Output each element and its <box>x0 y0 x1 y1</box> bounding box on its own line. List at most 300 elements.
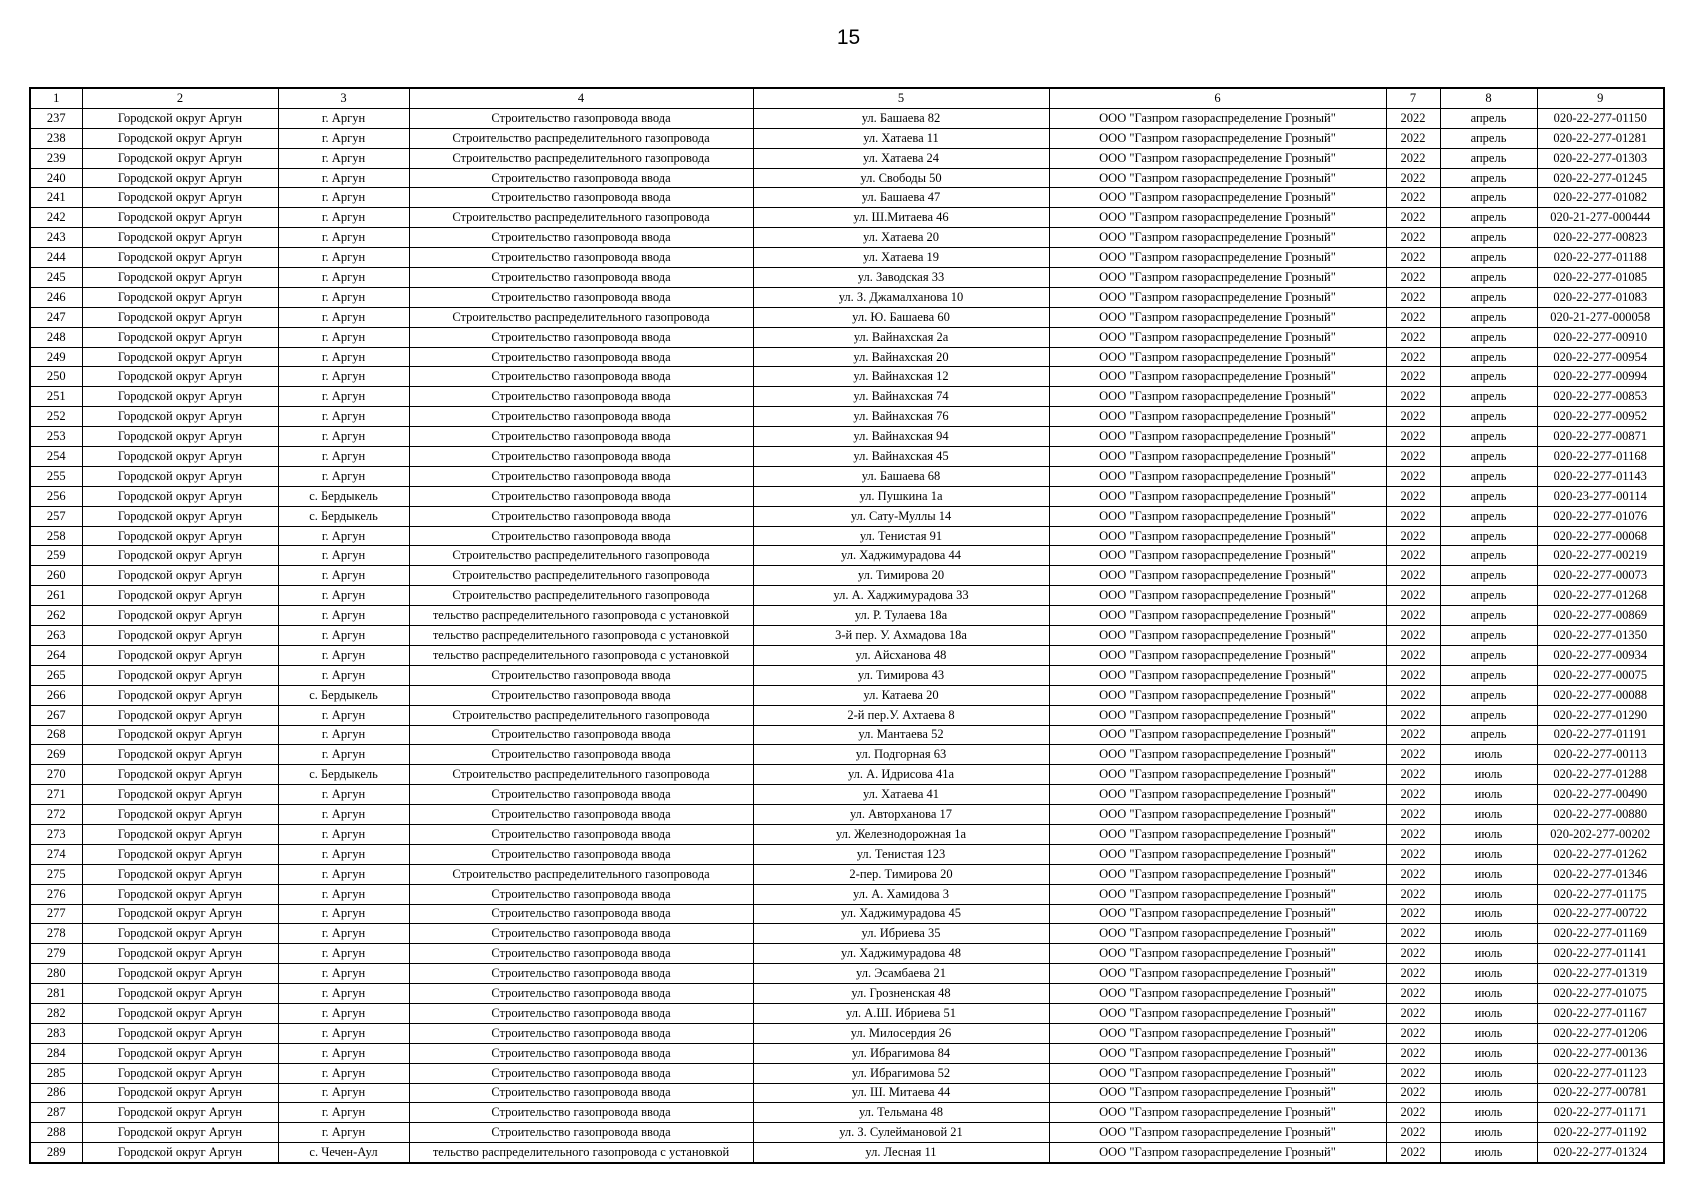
column-header: 3 <box>278 88 409 108</box>
cell-row-number: 287 <box>30 1103 82 1123</box>
cell-address: ул. Ибрагимова 52 <box>753 1063 1049 1083</box>
cell-month: апрель <box>1440 347 1537 367</box>
cell-year: 2022 <box>1386 546 1440 566</box>
cell-year: 2022 <box>1386 327 1440 347</box>
cell-code: 020-22-277-00869 <box>1537 606 1664 626</box>
cell-district: Городской округ Аргун <box>82 745 278 765</box>
table-row <box>30 168 1664 188</box>
cell-row-number: 282 <box>30 1003 82 1023</box>
cell-work-type: Строительство газопровода ввода <box>409 248 753 268</box>
cell-address: ул. Вайнахская 12 <box>753 367 1049 387</box>
cell-district: Городской округ Аргун <box>82 1023 278 1043</box>
cell-organization: ООО "Газпром газораспределение Грозный" <box>1049 984 1386 1004</box>
cell-row-number: 280 <box>30 964 82 984</box>
table-row <box>30 486 1664 506</box>
cell-work-type: Строительство газопровода ввода <box>409 228 753 248</box>
cell-address: ул. А. Идрисова 41а <box>753 765 1049 785</box>
cell-month: апрель <box>1440 526 1537 546</box>
table-row <box>30 526 1664 546</box>
cell-year: 2022 <box>1386 1103 1440 1123</box>
table-row <box>30 228 1664 248</box>
table-body <box>30 108 1664 1163</box>
cell-settlement: г. Аргун <box>278 626 409 646</box>
table-row <box>30 1143 1664 1163</box>
cell-month: апрель <box>1440 287 1537 307</box>
cell-year: 2022 <box>1386 407 1440 427</box>
table-row <box>30 307 1664 327</box>
cell-row-number: 276 <box>30 884 82 904</box>
cell-address: ул. Хатаева 41 <box>753 785 1049 805</box>
cell-district: Городской округ Аргун <box>82 645 278 665</box>
cell-work-type: Строительство газопровода ввода <box>409 486 753 506</box>
cell-district: Городской округ Аргун <box>82 486 278 506</box>
cell-address: ул. Авторханова 17 <box>753 805 1049 825</box>
cell-work-type: Строительство газопровода ввода <box>409 844 753 864</box>
cell-organization: ООО "Газпром газораспределение Грозный" <box>1049 466 1386 486</box>
cell-month: апрель <box>1440 387 1537 407</box>
cell-row-number: 286 <box>30 1083 82 1103</box>
table-row <box>30 765 1664 785</box>
cell-district: Городской округ Аргун <box>82 526 278 546</box>
cell-settlement: г. Аргун <box>278 904 409 924</box>
cell-row-number: 243 <box>30 228 82 248</box>
cell-row-number: 269 <box>30 745 82 765</box>
cell-month: июль <box>1440 1023 1537 1043</box>
cell-code: 020-22-277-01123 <box>1537 1063 1664 1083</box>
cell-code: 020-22-277-01171 <box>1537 1103 1664 1123</box>
cell-code: 020-22-277-00952 <box>1537 407 1664 427</box>
cell-row-number: 267 <box>30 705 82 725</box>
cell-code: 020-22-277-01083 <box>1537 287 1664 307</box>
cell-code: 020-22-277-00853 <box>1537 387 1664 407</box>
cell-settlement: г. Аргун <box>278 427 409 447</box>
cell-row-number: 249 <box>30 347 82 367</box>
cell-district: Городской округ Аргун <box>82 665 278 685</box>
cell-settlement: г. Аргун <box>278 606 409 626</box>
cell-code: 020-22-277-01268 <box>1537 586 1664 606</box>
cell-work-type: Строительство распределительного газопровода <box>409 148 753 168</box>
table-row <box>30 546 1664 566</box>
cell-organization: ООО "Газпром газораспределение Грозный" <box>1049 785 1386 805</box>
cell-settlement: г. Аргун <box>278 546 409 566</box>
cell-organization: ООО "Газпром газораспределение Грозный" <box>1049 327 1386 347</box>
cell-row-number: 257 <box>30 506 82 526</box>
cell-organization: ООО "Газпром газораспределение Грозный" <box>1049 208 1386 228</box>
cell-code: 020-22-277-01346 <box>1537 864 1664 884</box>
cell-year: 2022 <box>1386 427 1440 447</box>
cell-code: 020-22-277-01191 <box>1537 725 1664 745</box>
cell-organization: ООО "Газпром газораспределение Грозный" <box>1049 1043 1386 1063</box>
cell-organization: ООО "Газпром газораспределение Грозный" <box>1049 248 1386 268</box>
cell-settlement: г. Аргун <box>278 268 409 288</box>
table-row <box>30 705 1664 725</box>
cell-code: 020-22-277-00073 <box>1537 566 1664 586</box>
table-row <box>30 407 1664 427</box>
cell-code: 020-22-277-01245 <box>1537 168 1664 188</box>
cell-work-type: Строительство газопровода ввода <box>409 964 753 984</box>
cell-row-number: 272 <box>30 805 82 825</box>
cell-work-type: Строительство газопровода ввода <box>409 1103 753 1123</box>
cell-settlement: г. Аргун <box>278 1003 409 1023</box>
cell-work-type: Строительство газопровода ввода <box>409 506 753 526</box>
cell-year: 2022 <box>1386 984 1440 1004</box>
cell-month: июль <box>1440 944 1537 964</box>
cell-code: 020-23-277-00114 <box>1537 486 1664 506</box>
cell-address: ул. Вайнахская 76 <box>753 407 1049 427</box>
cell-address: ул. Пушкина 1а <box>753 486 1049 506</box>
cell-code: 020-22-277-00994 <box>1537 367 1664 387</box>
cell-work-type: Строительство газопровода ввода <box>409 1003 753 1023</box>
cell-address: ул. Хатаева 20 <box>753 228 1049 248</box>
cell-settlement: г. Аргун <box>278 665 409 685</box>
cell-organization: ООО "Газпром газораспределение Грозный" <box>1049 128 1386 148</box>
cell-row-number: 271 <box>30 785 82 805</box>
cell-year: 2022 <box>1386 685 1440 705</box>
cell-code: 020-22-277-00219 <box>1537 546 1664 566</box>
cell-month: апрель <box>1440 566 1537 586</box>
cell-month: апрель <box>1440 725 1537 745</box>
cell-work-type: Строительство газопровода ввода <box>409 944 753 964</box>
cell-organization: ООО "Газпром газораспределение Грозный" <box>1049 884 1386 904</box>
cell-work-type: тельство распределительного газопровода с установкой <box>409 606 753 626</box>
cell-month: июль <box>1440 1083 1537 1103</box>
table-row <box>30 367 1664 387</box>
cell-code: 020-22-277-00910 <box>1537 327 1664 347</box>
cell-district: Городской округ Аргун <box>82 785 278 805</box>
cell-settlement: г. Аргун <box>278 566 409 586</box>
cell-code: 020-21-277-000058 <box>1537 307 1664 327</box>
cell-settlement: г. Аргун <box>278 1063 409 1083</box>
cell-code: 020-22-277-00136 <box>1537 1043 1664 1063</box>
cell-address: ул. Вайнахская 20 <box>753 347 1049 367</box>
cell-work-type: Строительство газопровода ввода <box>409 268 753 288</box>
cell-organization: ООО "Газпром газораспределение Грозный" <box>1049 188 1386 208</box>
cell-code: 020-22-277-00934 <box>1537 645 1664 665</box>
cell-district: Городской округ Аргун <box>82 824 278 844</box>
cell-district: Городской округ Аргун <box>82 705 278 725</box>
cell-settlement: г. Аргун <box>278 586 409 606</box>
cell-row-number: 263 <box>30 626 82 646</box>
cell-year: 2022 <box>1386 466 1440 486</box>
cell-organization: ООО "Газпром газораспределение Грозный" <box>1049 447 1386 467</box>
cell-row-number: 270 <box>30 765 82 785</box>
cell-month: июль <box>1440 864 1537 884</box>
cell-settlement: г. Аргун <box>278 387 409 407</box>
table-row <box>30 884 1664 904</box>
cell-settlement: г. Аргун <box>278 964 409 984</box>
cell-work-type: Строительство газопровода ввода <box>409 188 753 208</box>
cell-year: 2022 <box>1386 1063 1440 1083</box>
cell-settlement: г. Аргун <box>278 526 409 546</box>
column-header: 1 <box>30 88 82 108</box>
table-row <box>30 287 1664 307</box>
cell-address: ул. Хаджимурадова 44 <box>753 546 1049 566</box>
cell-settlement: г. Аргун <box>278 307 409 327</box>
cell-month: апрель <box>1440 506 1537 526</box>
cell-month: июль <box>1440 884 1537 904</box>
cell-settlement: г. Аргун <box>278 884 409 904</box>
table-row <box>30 984 1664 1004</box>
cell-year: 2022 <box>1386 745 1440 765</box>
cell-row-number: 242 <box>30 208 82 228</box>
page-number: 15 <box>836 26 861 49</box>
cell-row-number: 260 <box>30 566 82 586</box>
cell-month: апрель <box>1440 367 1537 387</box>
cell-district: Городской округ Аргун <box>82 944 278 964</box>
cell-year: 2022 <box>1386 705 1440 725</box>
table-row <box>30 427 1664 447</box>
cell-month: июль <box>1440 1143 1537 1163</box>
cell-row-number: 253 <box>30 427 82 447</box>
cell-year: 2022 <box>1386 148 1440 168</box>
cell-district: Городской округ Аргун <box>82 387 278 407</box>
cell-year: 2022 <box>1386 844 1440 864</box>
cell-month: июль <box>1440 1063 1537 1083</box>
cell-organization: ООО "Газпром газораспределение Грозный" <box>1049 228 1386 248</box>
cell-address: ул. Катаева 20 <box>753 685 1049 705</box>
cell-settlement: г. Аргун <box>278 824 409 844</box>
cell-month: июль <box>1440 1123 1537 1143</box>
cell-district: Городской округ Аргун <box>82 586 278 606</box>
cell-row-number: 264 <box>30 645 82 665</box>
table-row <box>30 466 1664 486</box>
cell-row-number: 288 <box>30 1123 82 1143</box>
cell-organization: ООО "Газпром газораспределение Грозный" <box>1049 685 1386 705</box>
cell-work-type: Строительство газопровода ввода <box>409 1083 753 1103</box>
cell-row-number: 251 <box>30 387 82 407</box>
cell-row-number: 246 <box>30 287 82 307</box>
cell-code: 020-22-277-01169 <box>1537 924 1664 944</box>
cell-district: Городской округ Аргун <box>82 765 278 785</box>
cell-year: 2022 <box>1386 725 1440 745</box>
cell-year: 2022 <box>1386 367 1440 387</box>
cell-settlement: г. Аргун <box>278 805 409 825</box>
cell-organization: ООО "Газпром газораспределение Грозный" <box>1049 486 1386 506</box>
cell-settlement: г. Аргун <box>278 128 409 148</box>
cell-row-number: 250 <box>30 367 82 387</box>
header-row <box>30 88 1664 108</box>
table-row <box>30 506 1664 526</box>
table-row <box>30 108 1664 128</box>
cell-month: июль <box>1440 904 1537 924</box>
cell-district: Городской округ Аргун <box>82 1003 278 1023</box>
cell-settlement: г. Аргун <box>278 984 409 1004</box>
cell-district: Городской округ Аргун <box>82 188 278 208</box>
cell-code: 020-22-277-00113 <box>1537 745 1664 765</box>
cell-settlement: г. Аргун <box>278 466 409 486</box>
table-row <box>30 1083 1664 1103</box>
cell-address: ул. З. Сулеймановой 21 <box>753 1123 1049 1143</box>
cell-row-number: 279 <box>30 944 82 964</box>
cell-organization: ООО "Газпром газораспределение Грозный" <box>1049 844 1386 864</box>
cell-year: 2022 <box>1386 128 1440 148</box>
column-header: 5 <box>753 88 1049 108</box>
table-row <box>30 924 1664 944</box>
cell-work-type: Строительство газопровода ввода <box>409 1023 753 1043</box>
cell-settlement: с. Бердыкель <box>278 765 409 785</box>
cell-year: 2022 <box>1386 287 1440 307</box>
cell-address: ул. Милосердия 26 <box>753 1023 1049 1043</box>
cell-work-type: Строительство газопровода ввода <box>409 347 753 367</box>
table-row <box>30 864 1664 884</box>
cell-settlement: г. Аргун <box>278 705 409 725</box>
cell-year: 2022 <box>1386 805 1440 825</box>
cell-month: апрель <box>1440 685 1537 705</box>
cell-month: июль <box>1440 765 1537 785</box>
cell-year: 2022 <box>1386 248 1440 268</box>
table-row <box>30 964 1664 984</box>
cell-code: 020-22-277-01350 <box>1537 626 1664 646</box>
cell-code: 020-22-277-00823 <box>1537 228 1664 248</box>
cell-settlement: г. Аргун <box>278 1123 409 1143</box>
cell-row-number: 266 <box>30 685 82 705</box>
cell-settlement: г. Аргун <box>278 447 409 467</box>
cell-address: ул. Башаева 82 <box>753 108 1049 128</box>
cell-code: 020-22-277-00880 <box>1537 805 1664 825</box>
cell-settlement: г. Аргун <box>278 347 409 367</box>
cell-address: ул. Эсамбаева 21 <box>753 964 1049 984</box>
cell-organization: ООО "Газпром газораспределение Грозный" <box>1049 1083 1386 1103</box>
cell-organization: ООО "Газпром газораспределение Грозный" <box>1049 904 1386 924</box>
cell-code: 020-22-277-01188 <box>1537 248 1664 268</box>
cell-work-type: Строительство газопровода ввода <box>409 1063 753 1083</box>
cell-code: 020-21-277-000444 <box>1537 208 1664 228</box>
table-row <box>30 725 1664 745</box>
table-row <box>30 447 1664 467</box>
cell-work-type: Строительство газопровода ввода <box>409 108 753 128</box>
cell-code: 020-202-277-00202 <box>1537 824 1664 844</box>
cell-year: 2022 <box>1386 228 1440 248</box>
cell-code: 020-22-277-01262 <box>1537 844 1664 864</box>
cell-settlement: с. Бердыкель <box>278 685 409 705</box>
cell-district: Городской округ Аргун <box>82 1103 278 1123</box>
cell-district: Городской округ Аргун <box>82 924 278 944</box>
cell-address: ул. Хаджимурадова 48 <box>753 944 1049 964</box>
cell-organization: ООО "Газпром газораспределение Грозный" <box>1049 526 1386 546</box>
cell-code: 020-22-277-01281 <box>1537 128 1664 148</box>
cell-organization: ООО "Газпром газораспределение Грозный" <box>1049 148 1386 168</box>
data-table <box>29 87 1665 1164</box>
table-row <box>30 665 1664 685</box>
cell-year: 2022 <box>1386 447 1440 467</box>
cell-district: Городской округ Аргун <box>82 884 278 904</box>
cell-address: ул. Вайнахская 2а <box>753 327 1049 347</box>
column-header: 7 <box>1386 88 1440 108</box>
cell-organization: ООО "Газпром газораспределение Грозный" <box>1049 168 1386 188</box>
cell-month: апрель <box>1440 645 1537 665</box>
cell-row-number: 238 <box>30 128 82 148</box>
cell-organization: ООО "Газпром газораспределение Грозный" <box>1049 805 1386 825</box>
cell-work-type: Строительство газопровода ввода <box>409 526 753 546</box>
cell-work-type: Строительство газопровода ввода <box>409 287 753 307</box>
cell-month: апрель <box>1440 586 1537 606</box>
cell-row-number: 247 <box>30 307 82 327</box>
cell-work-type: тельство распределительного газопровода с установкой <box>409 645 753 665</box>
cell-month: апрель <box>1440 427 1537 447</box>
cell-year: 2022 <box>1386 506 1440 526</box>
cell-settlement: г. Аргун <box>278 725 409 745</box>
cell-organization: ООО "Газпром газораспределение Грозный" <box>1049 407 1386 427</box>
cell-district: Городской округ Аргун <box>82 1123 278 1143</box>
cell-address: 2-пер. Тимирова 20 <box>753 864 1049 884</box>
cell-month: апрель <box>1440 208 1537 228</box>
cell-code: 020-22-277-01206 <box>1537 1023 1664 1043</box>
cell-settlement: г. Аргун <box>278 287 409 307</box>
cell-year: 2022 <box>1386 307 1440 327</box>
cell-address: ул. Ибриева 35 <box>753 924 1049 944</box>
cell-work-type: Строительство газопровода ввода <box>409 745 753 765</box>
cell-month: июль <box>1440 805 1537 825</box>
cell-year: 2022 <box>1386 1003 1440 1023</box>
cell-year: 2022 <box>1386 824 1440 844</box>
cell-district: Городской округ Аргун <box>82 844 278 864</box>
table-row <box>30 327 1664 347</box>
cell-year: 2022 <box>1386 785 1440 805</box>
cell-row-number: 261 <box>30 586 82 606</box>
cell-address: ул. Свободы 50 <box>753 168 1049 188</box>
cell-row-number: 241 <box>30 188 82 208</box>
cell-work-type: Строительство газопровода ввода <box>409 387 753 407</box>
cell-address: ул. А. Хаджимурадова 33 <box>753 586 1049 606</box>
cell-year: 2022 <box>1386 1143 1440 1163</box>
cell-organization: ООО "Газпром газораспределение Грозный" <box>1049 824 1386 844</box>
cell-row-number: 289 <box>30 1143 82 1163</box>
cell-month: июль <box>1440 964 1537 984</box>
table-row <box>30 387 1664 407</box>
cell-address: ул. Башаева 47 <box>753 188 1049 208</box>
cell-code: 020-22-277-00490 <box>1537 785 1664 805</box>
table-row <box>30 1043 1664 1063</box>
cell-address: 2-й пер.У. Ахтаева 8 <box>753 705 1049 725</box>
cell-year: 2022 <box>1386 566 1440 586</box>
cell-district: Городской округ Аргун <box>82 248 278 268</box>
cell-address: ул. Лесная 11 <box>753 1143 1049 1163</box>
cell-address: ул. Мантаева 52 <box>753 725 1049 745</box>
column-header: 6 <box>1049 88 1386 108</box>
cell-year: 2022 <box>1386 268 1440 288</box>
cell-organization: ООО "Газпром газораспределение Грозный" <box>1049 665 1386 685</box>
cell-district: Городской округ Аргун <box>82 964 278 984</box>
cell-code: 020-22-277-01290 <box>1537 705 1664 725</box>
cell-row-number: 259 <box>30 546 82 566</box>
cell-address: ул. Вайнахская 74 <box>753 387 1049 407</box>
cell-address: ул. Айсханова 48 <box>753 645 1049 665</box>
cell-address: ул. Р. Тулаева 18а <box>753 606 1049 626</box>
cell-month: апрель <box>1440 268 1537 288</box>
cell-work-type: Строительство газопровода ввода <box>409 725 753 745</box>
cell-settlement: г. Аргун <box>278 1103 409 1123</box>
cell-settlement: г. Аргун <box>278 745 409 765</box>
cell-address: ул. Башаева 68 <box>753 466 1049 486</box>
cell-month: июль <box>1440 1043 1537 1063</box>
cell-code: 020-22-277-00781 <box>1537 1083 1664 1103</box>
cell-district: Городской округ Аргун <box>82 685 278 705</box>
table-row <box>30 904 1664 924</box>
cell-settlement: г. Аргун <box>278 168 409 188</box>
cell-district: Городской округ Аргун <box>82 1083 278 1103</box>
table-row <box>30 586 1664 606</box>
cell-district: Городской округ Аргун <box>82 506 278 526</box>
cell-work-type: Строительство газопровода ввода <box>409 427 753 447</box>
cell-organization: ООО "Газпром газораспределение Грозный" <box>1049 506 1386 526</box>
cell-organization: ООО "Газпром газораспределение Грозный" <box>1049 287 1386 307</box>
cell-settlement: г. Аргун <box>278 367 409 387</box>
cell-row-number: 248 <box>30 327 82 347</box>
cell-row-number: 262 <box>30 606 82 626</box>
cell-code: 020-22-277-00871 <box>1537 427 1664 447</box>
cell-code: 020-22-277-01167 <box>1537 1003 1664 1023</box>
cell-year: 2022 <box>1386 586 1440 606</box>
